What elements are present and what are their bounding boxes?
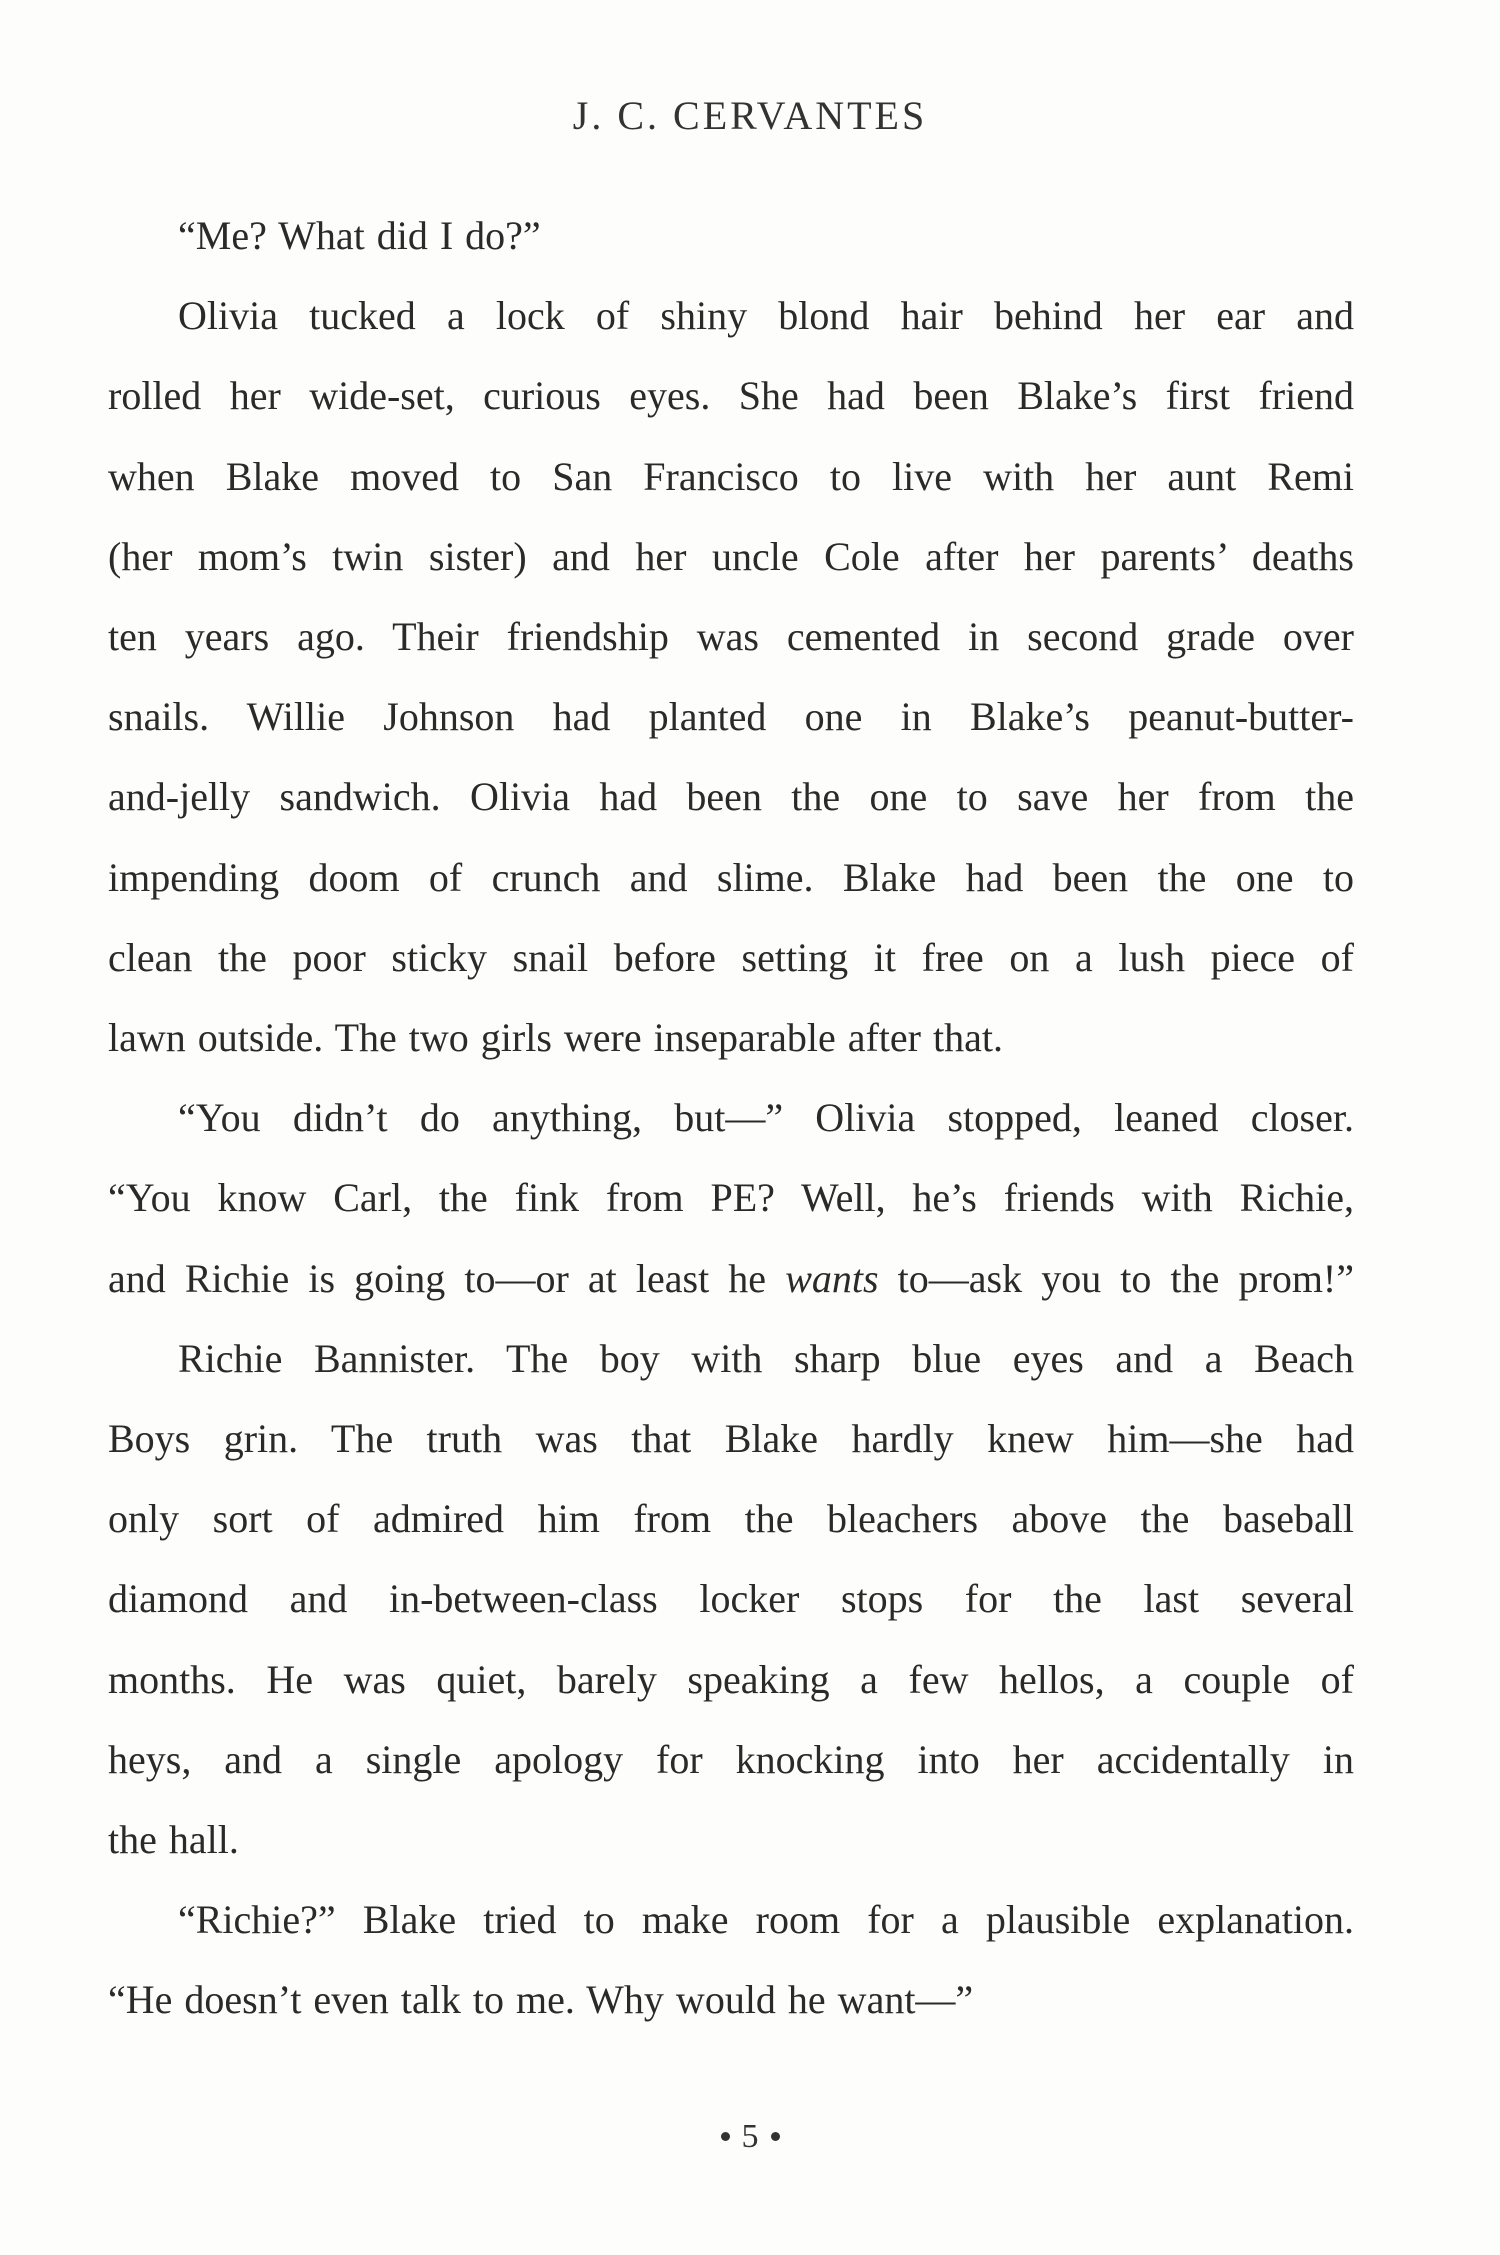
paragraph-1	[108, 196, 1354, 276]
paragraph-4	[108, 1319, 1354, 1880]
page-number-text: 5	[741, 2118, 759, 2155]
text-line: Richie Bannister. The boy with sharp blue eyes and a Beach	[178, 1335, 1354, 1381]
running-head: J. C. CERVANTES	[572, 93, 928, 138]
text-line: the hall.	[108, 1817, 239, 1863]
text-line: Olivia tucked a lock of shiny blond hair behind her ear and	[178, 293, 1354, 339]
text-line: when Blake moved to San Francisco to live with her aunt Remi	[108, 453, 1354, 499]
text-line: clean the poor sticky snail before setting it free on a lush piece of	[108, 934, 1354, 980]
text-line: impending doom of crunch and slime. Blake had been the one to	[108, 854, 1354, 900]
text-line: “Me? What did I do?”	[178, 213, 541, 258]
text-line: lawn outside. The two girls were inseparable after that.	[108, 1015, 1003, 1061]
text-line: heys, and a single apology for knocking into her accidentally in	[108, 1736, 1354, 1782]
text-line: “He doesn’t even talk to me. Why would he want—”	[108, 1977, 974, 2023]
text-line: “You didn’t do anything, but—” Olivia stopped, leaned closer.	[178, 1095, 1354, 1141]
text-line: and-jelly sandwich. Olivia had been the one to save her from the	[108, 774, 1354, 820]
page-number	[0, 2118, 1500, 2156]
text-line: months. He was quiet, barely speaking a few hellos, a couple of	[108, 1656, 1354, 1702]
body-text	[108, 196, 1354, 2041]
paragraph-3	[108, 1078, 1354, 1319]
text-line: “You know Carl, the fink from PE? Well, he’s friends with Richie,	[108, 1175, 1354, 1221]
text-line: diamond and in-between-class locker stops for the last several	[108, 1576, 1354, 1622]
text-fragment: and Richie is going to—or at least he	[108, 1255, 786, 1301]
paragraph-5	[108, 1880, 1354, 2040]
text-line: snails. Willie Johnson had planted one in Blake’s peanut-butter-	[108, 694, 1354, 740]
emphasized-word: wants	[785, 1255, 879, 1301]
text-line: (her mom’s twin sister) and her uncle Cole after her parents’ deaths	[108, 533, 1354, 579]
bullet-ornament-right	[771, 2132, 780, 2141]
text-line: Boys grin. The truth was that Blake hardly knew him—she had	[108, 1416, 1354, 1462]
text-line-with-emphasis	[108, 1239, 1354, 1319]
text-fragment: to—ask you to the prom!”	[878, 1255, 1355, 1301]
text-line: ten years ago. Their friendship was cemented in second grade over	[108, 614, 1354, 660]
text-line: rolled her wide-set, curious eyes. She had been Blake’s first friend	[108, 373, 1354, 419]
paragraph-2	[108, 276, 1354, 1078]
bullet-ornament-left	[721, 2132, 730, 2141]
text-line: only sort of admired him from the bleachers above the baseball	[108, 1496, 1354, 1542]
text-line: “Richie?” Blake tried to make room for a plausible explanation.	[178, 1897, 1354, 1943]
